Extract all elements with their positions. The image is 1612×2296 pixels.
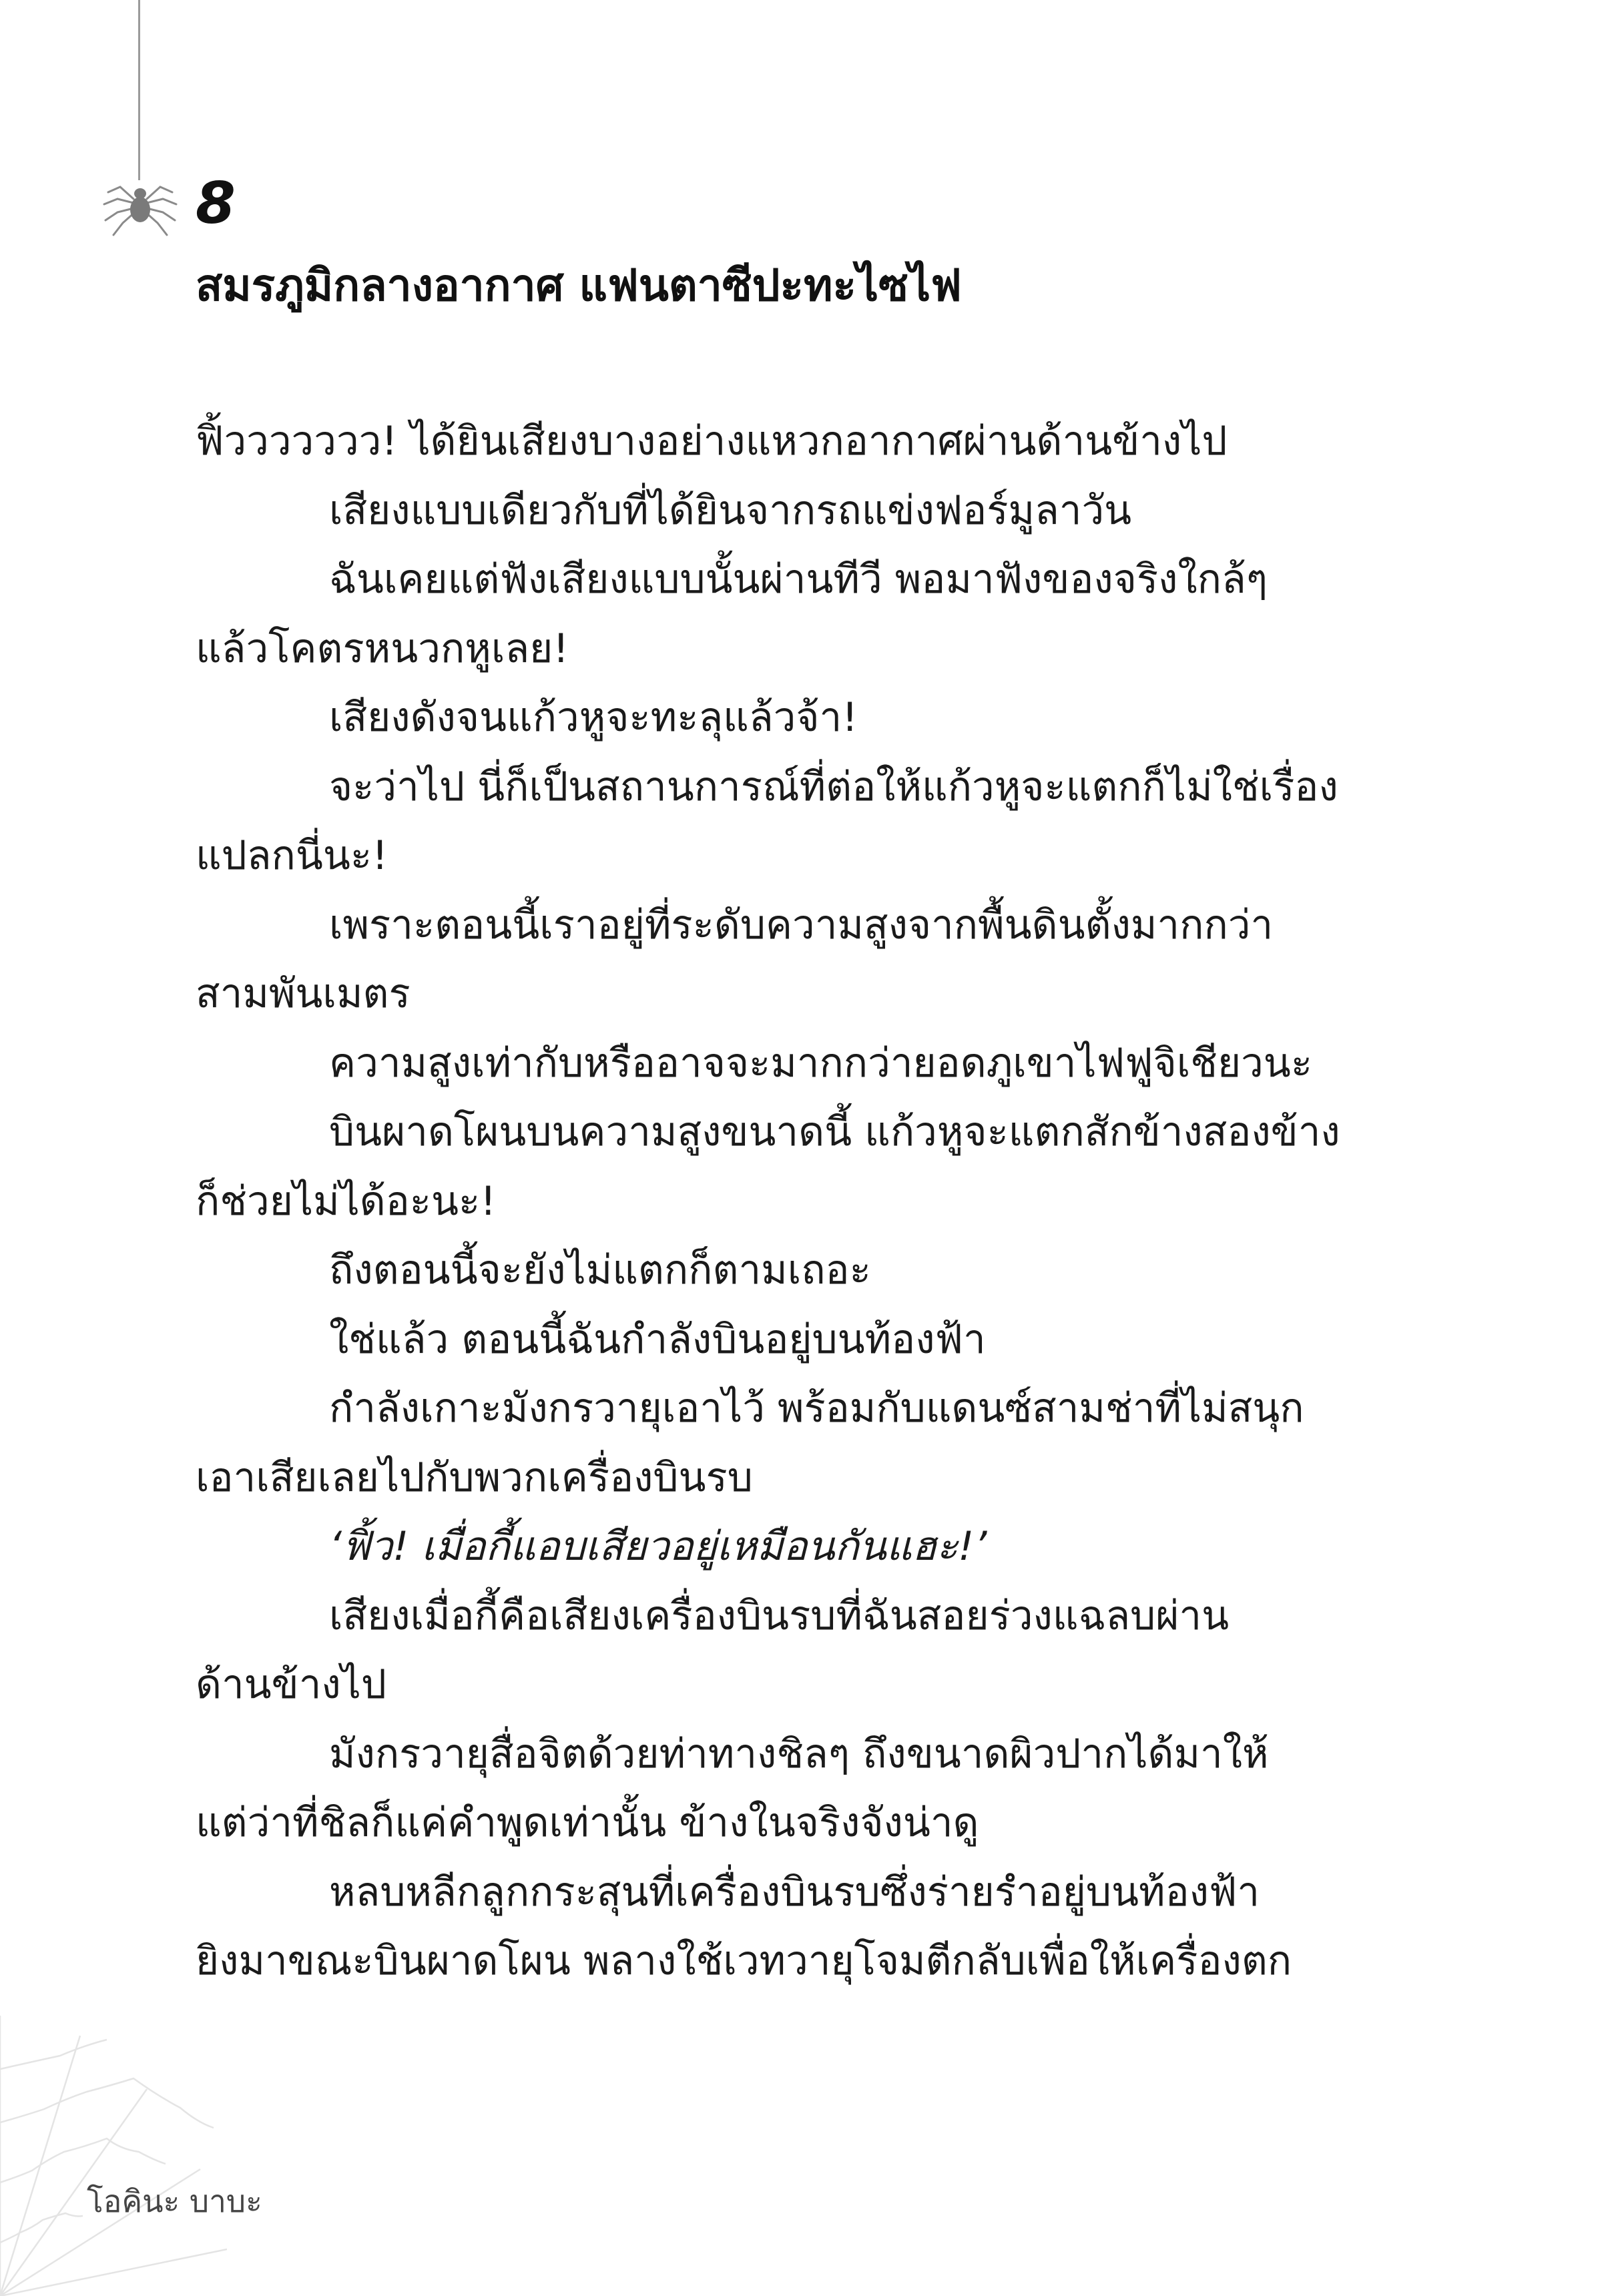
body-line: ฉันเคยแต่ฟังเสียงแบบนั้นผ่านทีวี พอมาฟังของจริงใกล้ๆ bbox=[329, 556, 1268, 603]
body-line: เสียงเมื่อกี้คือเสียงเครื่องบินรบที่ฉันสอยร่วงแฉลบผ่าน bbox=[329, 1592, 1230, 1639]
chapter-number: 8 bbox=[196, 170, 236, 237]
body-line: แปลกนี่นะ! bbox=[196, 832, 388, 879]
body-line: ก็ช่วยไม่ได้อะนะ! bbox=[196, 1177, 497, 1225]
body-line: สามพันเมตร bbox=[196, 970, 411, 1017]
body-line: มังกรวายุสื่อจิตด้วยท่าทางชิลๆ ถึงขนาดผิวปากได้มาให้ bbox=[329, 1730, 1269, 1777]
body-line: เสียงดังจนแก้วหูจะทะลุแล้วจ้า! bbox=[329, 694, 858, 741]
footer-author: โอคินะ บาบะ bbox=[87, 2183, 262, 2219]
body-line: แต่ว่าที่ชิลก็แค่คำพูดเท่านั้น ข้างในจริงจังน่าดู bbox=[196, 1799, 979, 1846]
body-line: หลบหลีกลูกกระสุนที่เครื่องบินรบซึ่งร่ายรำอยู่บนท้องฟ้า bbox=[329, 1868, 1260, 1916]
spider-icon bbox=[100, 172, 180, 239]
body-line: ความสูงเท่ากับหรืออาจจะมากกว่ายอดภูเขาไฟฟูจิเชียวนะ bbox=[329, 1039, 1313, 1087]
body-line: ใช่แล้ว ตอนนี้ฉันกำลังบินอยู่บนท้องฟ้า bbox=[329, 1316, 986, 1363]
body-line: ด้านข้างไป bbox=[196, 1661, 386, 1708]
body-line: ฟิ้ววววววว! ได้ยินเสียงบางอย่างแหวกอากาศผ่านด้านข้างไป bbox=[196, 418, 1228, 465]
body-line: แล้วโคตรหนวกหูเลย! bbox=[196, 625, 569, 672]
body-line: เพราะตอนนี้เราอยู่ที่ระดับความสูงจากพื้นดินตั้งมากกว่า bbox=[329, 901, 1274, 948]
spider-web-icon bbox=[0, 2016, 227, 2296]
body-text bbox=[196, 407, 1417, 1996]
body-line: กำลังเกาะมังกรวายุเอาไว้ พร้อมกับแดนซ์สามช่าที่ไม่สนุก bbox=[329, 1385, 1304, 1432]
body-line: ยิงมาขณะบินผาดโผน พลางใช้เวทวายุโจมตีกลับเพื่อให้เครื่องตก bbox=[196, 1938, 1292, 1984]
body-line: ถึงตอนนี้จะยังไม่แตกก็ตามเถอะ bbox=[329, 1247, 871, 1294]
body-line: จะว่าไป นี่ก็เป็นสถานการณ์ที่ต่อให้แก้วหูจะแตกก็ไม่ใช่เรื่อง bbox=[329, 763, 1338, 810]
body-line: เอาเสียเลยไปกับพวกเครื่องบินรบ bbox=[196, 1454, 753, 1501]
chapter-title: สมรภูมิกลางอากาศ แฟนตาซีปะทะไซไฟ bbox=[196, 260, 962, 311]
body-line: เสียงแบบเดียวกับที่ได้ยินจากรถแข่งฟอร์มูลาวัน bbox=[329, 487, 1132, 534]
spider-thread bbox=[138, 0, 140, 180]
body-line: บินผาดโผนบนความสูงขนาดนี้ แก้วหูจะแตกสักข้างสองข้าง bbox=[329, 1109, 1340, 1155]
body-line: ‘ฟิ้ว! เมื่อกี้แอบเสียวอยู่เหมือนกันแฮะ!’ bbox=[329, 1523, 987, 1570]
